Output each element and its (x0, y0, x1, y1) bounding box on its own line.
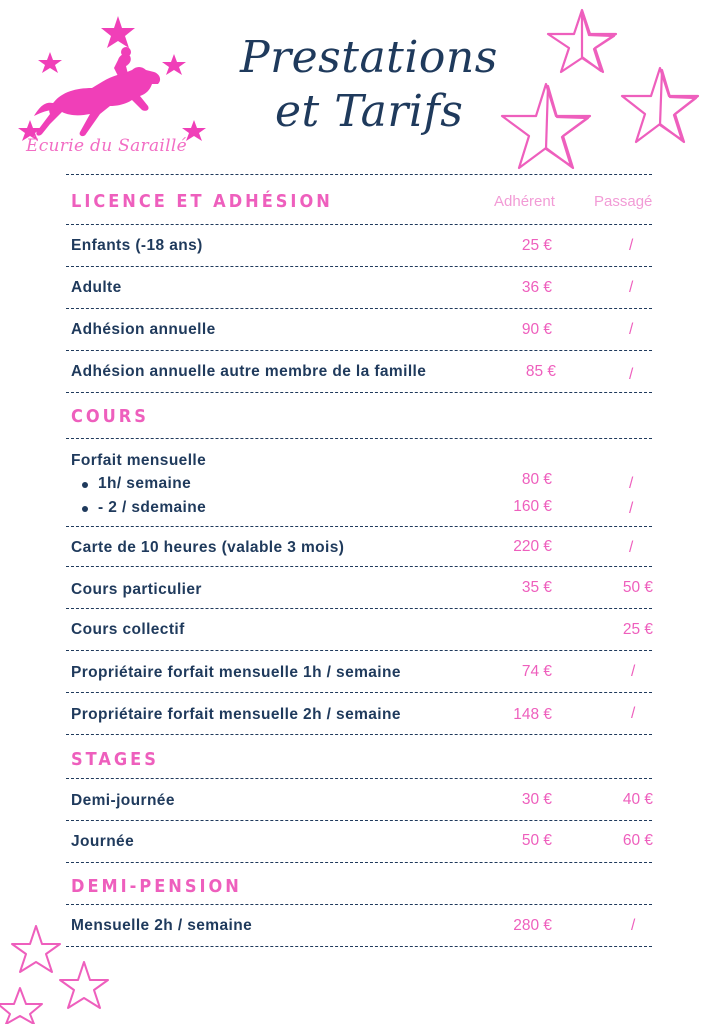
page-title-line2: et Tarifs (275, 86, 464, 137)
divider (66, 526, 652, 527)
column-header-adherent: Adhérent (494, 193, 555, 210)
price-adherent: 160 € (513, 498, 552, 515)
divider (66, 266, 652, 267)
price-passage: / (629, 237, 634, 254)
page-title-line1: Prestations (240, 32, 498, 83)
price-passage: 25 € (622, 621, 653, 638)
divider (66, 350, 652, 351)
row-label: Adhésion annuelle (71, 321, 216, 338)
row-label: Adulte (71, 279, 122, 296)
bullet (82, 482, 88, 488)
row-label: Journée (71, 833, 135, 850)
divider (66, 734, 652, 735)
row-label: Adhésion annuelle autre membre de la famille (71, 363, 427, 380)
price-passage: 50 € (622, 579, 653, 596)
price-adherent: 35 € (521, 579, 552, 596)
row-label-forfait: Forfait mensuelle (71, 452, 207, 469)
row-label: Cours collectif (71, 621, 185, 638)
price-passage: 40 € (622, 791, 653, 808)
divider (66, 692, 652, 693)
section-title-licence: LICENCE ET ADHÉSION (71, 191, 333, 212)
row-label: Enfants (-18 ans) (71, 237, 203, 254)
price-adherent: 36 € (521, 279, 552, 296)
price-adherent: 30 € (521, 791, 552, 808)
divider (66, 224, 652, 225)
price-passage: 60 € (622, 832, 653, 849)
price-adherent: 220 € (513, 538, 552, 555)
row-label: Demi-journée (71, 792, 175, 809)
price-passage: / (631, 705, 636, 722)
price-adherent: 85 € (525, 363, 556, 380)
price-adherent: 90 € (521, 321, 552, 338)
price-passage: / (629, 539, 634, 556)
divider (66, 174, 652, 175)
section-title-stages: STAGES (71, 749, 159, 770)
row-label: Propriétaire forfait mensuelle 1h / semaine (71, 664, 401, 681)
divider (66, 438, 652, 439)
price-adherent: 25 € (521, 237, 552, 254)
star-icon (490, 0, 722, 200)
price-passage: / (629, 475, 634, 492)
price-adherent: 80 € (521, 471, 552, 488)
price-adherent: 280 € (513, 917, 552, 934)
price-passage: / (629, 279, 634, 296)
price-passage: / (629, 321, 634, 338)
price-passage: / (631, 663, 636, 680)
column-header-passage: Passagé (594, 193, 653, 210)
price-passage: / (631, 917, 636, 934)
row-label: Carte de 10 heures (valable 3 mois) (71, 539, 345, 556)
divider (66, 650, 652, 651)
price-adherent: 148 € (513, 706, 552, 723)
section-title-cours: COURS (71, 406, 149, 427)
section-title-demi-pension: DEMI-PENSION (71, 876, 242, 897)
bullet (82, 506, 88, 512)
sub-row-label: - 2 / sdemaine (98, 499, 207, 516)
row-label: Propriétaire forfait mensuelle 2h / semaine (71, 706, 401, 723)
divider (66, 608, 652, 609)
divider (66, 862, 652, 863)
divider (66, 566, 652, 567)
price-passage: / (629, 500, 634, 517)
price-adherent: 74 € (521, 663, 552, 680)
price-adherent: 50 € (521, 832, 552, 849)
divider (66, 392, 652, 393)
divider (66, 778, 652, 779)
row-label: Cours particulier (71, 581, 202, 598)
divider (66, 904, 652, 905)
sub-row-label: 1h/ semaine (98, 475, 192, 492)
price-passage: / (629, 366, 634, 383)
divider (66, 820, 652, 821)
divider (66, 946, 652, 947)
row-label: Mensuelle 2h / semaine (71, 917, 253, 934)
divider (66, 308, 652, 309)
logo-text: Écurie du Saraillé (26, 136, 187, 156)
